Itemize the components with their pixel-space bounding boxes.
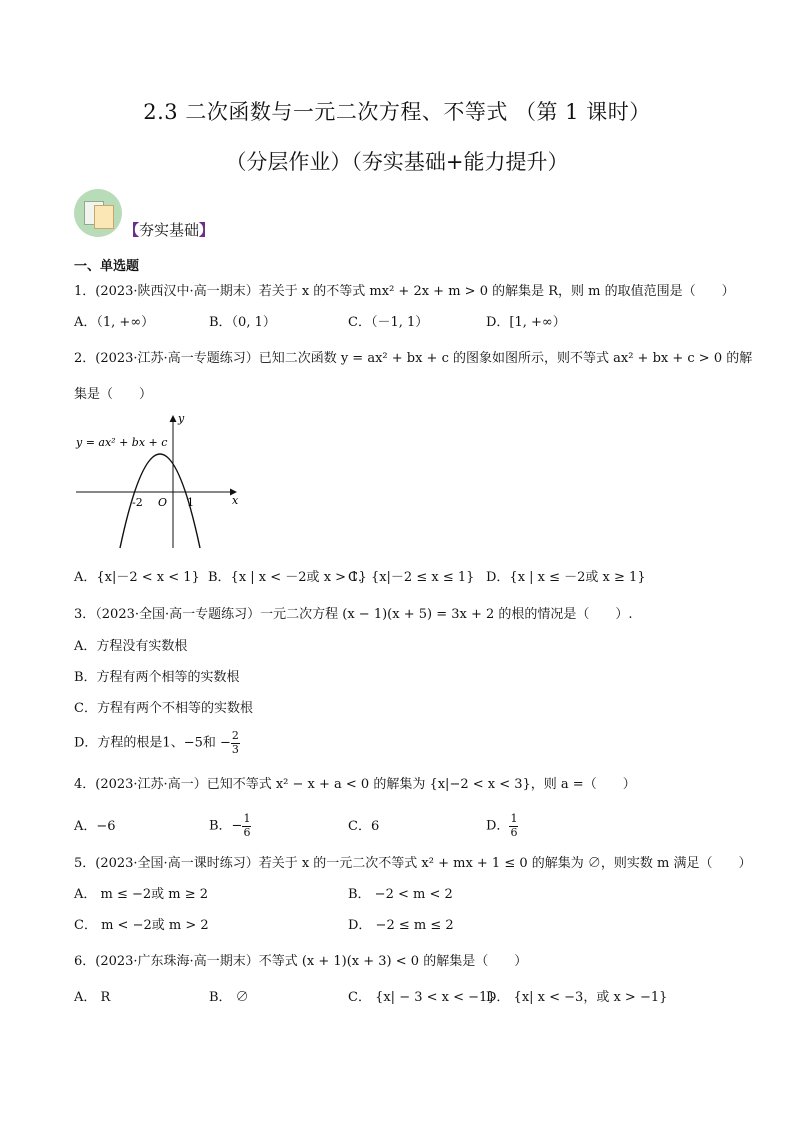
- q1-option-d: D．[1, +∞）: [486, 315, 566, 330]
- origin-label: O: [158, 496, 168, 509]
- q4-option-b: B．− $\frac{1}{6}$: [209, 812, 251, 839]
- q5-option-a: A． m ≤ −2或 m ≥ 2: [74, 887, 209, 902]
- q1-option-c: C．（－1, 1）: [348, 315, 429, 330]
- q2-option-b: B．{x | x < －2或 x > 1}: [208, 570, 367, 585]
- q3-option-d: [74, 730, 240, 756]
- q2-option-c: C．{x|－2 ≤ x ≤ 1}: [348, 570, 475, 585]
- q4-stem: 4．(2023·江苏·高一）已知不等式 x² − x + a < 0 的解集为 {x|−2 < x < 3}，则 a =（ ）: [74, 777, 636, 792]
- q2-parabola-graph: [70, 408, 250, 554]
- section-heading: [124, 219, 214, 240]
- q5-option-b: B． −2 < m < 2: [348, 887, 453, 902]
- section-label: 夯实基础: [139, 221, 200, 239]
- q6-option-a: A． R: [74, 990, 111, 1005]
- q6-option-d: D． {x| x < −3，或 x > −1}: [486, 990, 668, 1005]
- q2-option-d: D．{x | x ≤ －2或 x ≥ 1}: [486, 570, 646, 585]
- q3-option-d-fraction: $\frac{2}{3}$: [231, 729, 239, 756]
- page-subtitle: （分层作业）（夯实基础+能力提升）: [225, 150, 569, 174]
- tick-label-neg2: -2: [132, 496, 143, 509]
- q4-option-d: D． $\frac{1}{6}$: [486, 812, 518, 839]
- page-title: 2.3 二次函数与一元二次方程、不等式 （第 1 课时）: [143, 100, 651, 124]
- curve-label: y = ax² + bx + c: [76, 436, 168, 449]
- document-icon: [74, 189, 122, 237]
- tick-label-1: 1: [187, 496, 194, 509]
- q3-stem: 3．（2023·全国·高一专题练习）一元二次方程 (x − 1)(x + 5) = 3x + 2 的根的情况是（ ）.: [74, 607, 633, 622]
- q4-option-d-fraction: $\frac{1}{6}$: [510, 812, 518, 839]
- q3-option-b: B．方程有两个相等的实数根: [74, 670, 240, 685]
- q6-stem: 6．(2023·广东珠海·高一期末）不等式 (x + 1)(x + 3) < 0 的解集是（ ）: [74, 954, 528, 969]
- y-axis-label: y: [178, 412, 185, 425]
- section-bracket-open: 【: [124, 221, 140, 239]
- q2-stem-line1: 2．(2023·江苏·高一专题练习）已知二次函数 y = ax² + bx + c 的图象如图所示，则不等式 ax² + bx + c > 0 的解: [74, 351, 753, 366]
- q3-option-a: A．方程没有实数根: [74, 639, 188, 654]
- q1-option-b: B．（0, 1）: [209, 315, 276, 330]
- q4-option-b-fraction: $\frac{1}{6}$: [243, 812, 251, 839]
- section-bracket-close: 】: [199, 221, 215, 239]
- q1-stem: 1．(2023·陕西汉中·高一期末）若关于 x 的不等式 mx² + 2x + m > 0 的解集是 R，则 m 的取值范围是（ ）: [74, 284, 735, 299]
- q1-option-a: A．（1, +∞）: [74, 315, 155, 330]
- q5-option-c: C． m < −2或 m > 2: [74, 918, 209, 933]
- q4-option-a: A．−6: [74, 819, 116, 834]
- q2-option-a: A．{x|－2 < x < 1}: [74, 570, 200, 585]
- q2-stem-line2: 集是（ ）: [74, 387, 153, 402]
- q3-option-c: C．方程有两个不相等的实数根: [74, 701, 253, 716]
- q6-option-c: C． {x| − 3 < x < −1}: [348, 990, 496, 1005]
- q5-stem: 5．(2023·全国·高一课时练习）若关于 x 的一元二次不等式 x² + mx + 1 ≤ 0 的解集为 ∅，则实数 m 满足（ ）: [74, 856, 752, 871]
- q4-option-c: C．6: [348, 819, 380, 834]
- part-heading: 一、单选题: [74, 259, 140, 274]
- q5-option-d: D． −2 ≤ m ≤ 2: [348, 918, 454, 933]
- q6-option-b: B． ∅: [209, 990, 249, 1005]
- q3-option-d-text: D．方程的根是1、−5和 −: [74, 735, 231, 751]
- x-axis-label: x: [232, 494, 239, 507]
